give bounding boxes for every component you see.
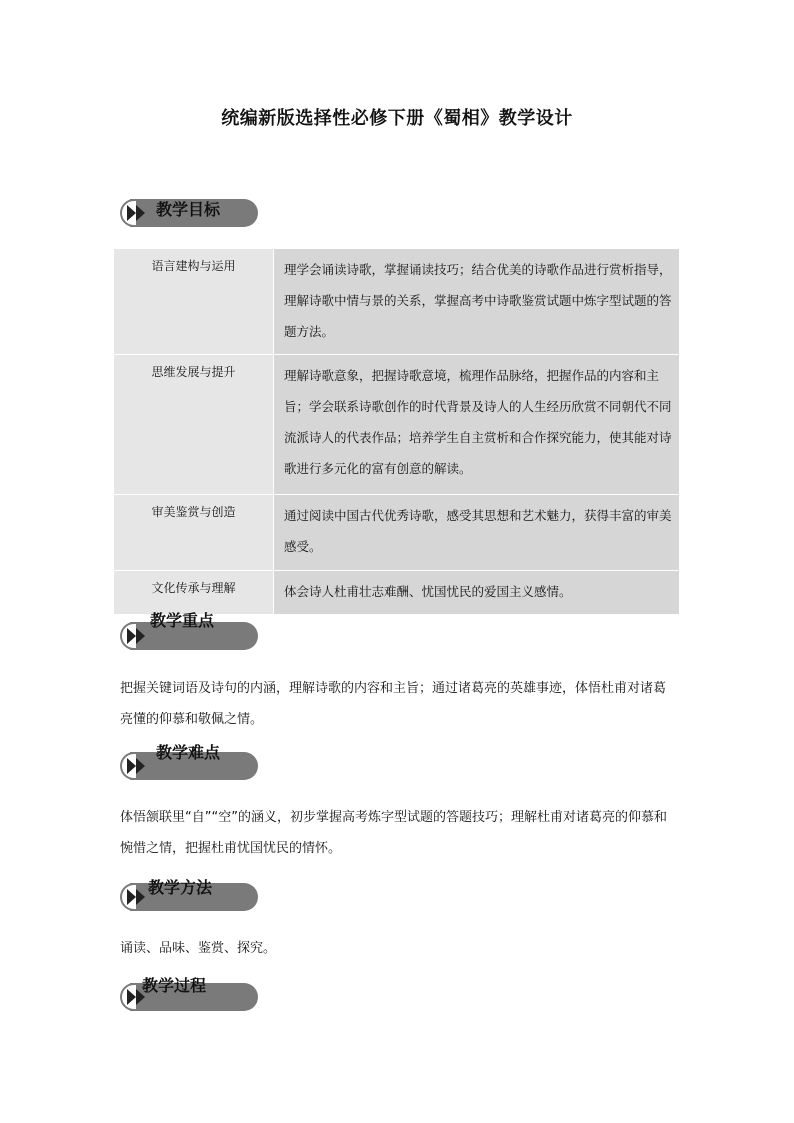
table-row [114, 495, 680, 571]
goal-key: 语言建构与运用 [114, 249, 274, 355]
goal-key: 文化传承与理解 [114, 571, 274, 615]
key-points-text: 把握关键词语及诗句的内涵，理解诗歌的内容和主旨；通过诸葛亮的英雄事迹，体悟杜甫对诸葛亮懂的仰慕和敬佩之情。 [120, 681, 667, 727]
section-header-difficulties [120, 743, 260, 780]
goal-value: 理学会诵读诗歌，掌握诵读技巧；结合优美的诗歌作品进行赏析指导，理解诗歌中情与景的关系，掌握高考中诗歌鉴赏试题中炼字型试题的答题方法。 [274, 249, 680, 355]
goal-value: 通过阅读中国古代优秀诗歌，感受其思想和艺术魅力，获得丰富的审美感受。 [274, 495, 680, 571]
section-title-key-points: 教学重点 [150, 611, 215, 630]
section-title-process: 教学过程 [142, 976, 207, 995]
goal-key: 思维发展与提升 [114, 355, 274, 495]
table-row [114, 249, 680, 355]
page-title: 统编新版选择性必修下册《蜀相》教学设计 [221, 108, 573, 129]
section-title-difficulties: 教学难点 [156, 743, 221, 762]
methods-text: 诵读、品味、鉴赏、探究。 [120, 941, 277, 956]
goals-table [113, 248, 680, 615]
section-title-goals: 教学目标 [156, 200, 221, 219]
section-header-process [120, 976, 260, 1011]
section-header-methods [120, 878, 260, 911]
table-row [114, 355, 680, 495]
difficulties-text: 体悟颔联里“自”“空”的涵义，初步掌握高考炼字型试题的答题技巧；理解杜甫对诸葛亮的仰慕和惋惜之情，把握杜甫忧国忧民的情怀。 [120, 810, 667, 856]
section-title-methods: 教学方法 [148, 878, 213, 897]
goal-value: 理解诗歌意象，把握诗歌意境，梳理作品脉络，把握作品的内容和主旨；学会联系诗歌创作的时代背景及诗人的人生经历欣赏不同朝代不同流派诗人的代表作品；培养学生自主赏析和合作探究能力，使其能对诗歌进行多元化的富有创意的解读。 [274, 355, 680, 495]
double-chevron-icon [125, 203, 155, 223]
section-header-goals [120, 199, 260, 227]
section-header-key-points [120, 611, 260, 650]
double-chevron-icon [125, 756, 155, 776]
goal-key: 审美鉴赏与创造 [114, 495, 274, 571]
goal-value: 体会诗人杜甫壮志难酬、忧国忧民的爱国主义感情。 [274, 571, 680, 615]
